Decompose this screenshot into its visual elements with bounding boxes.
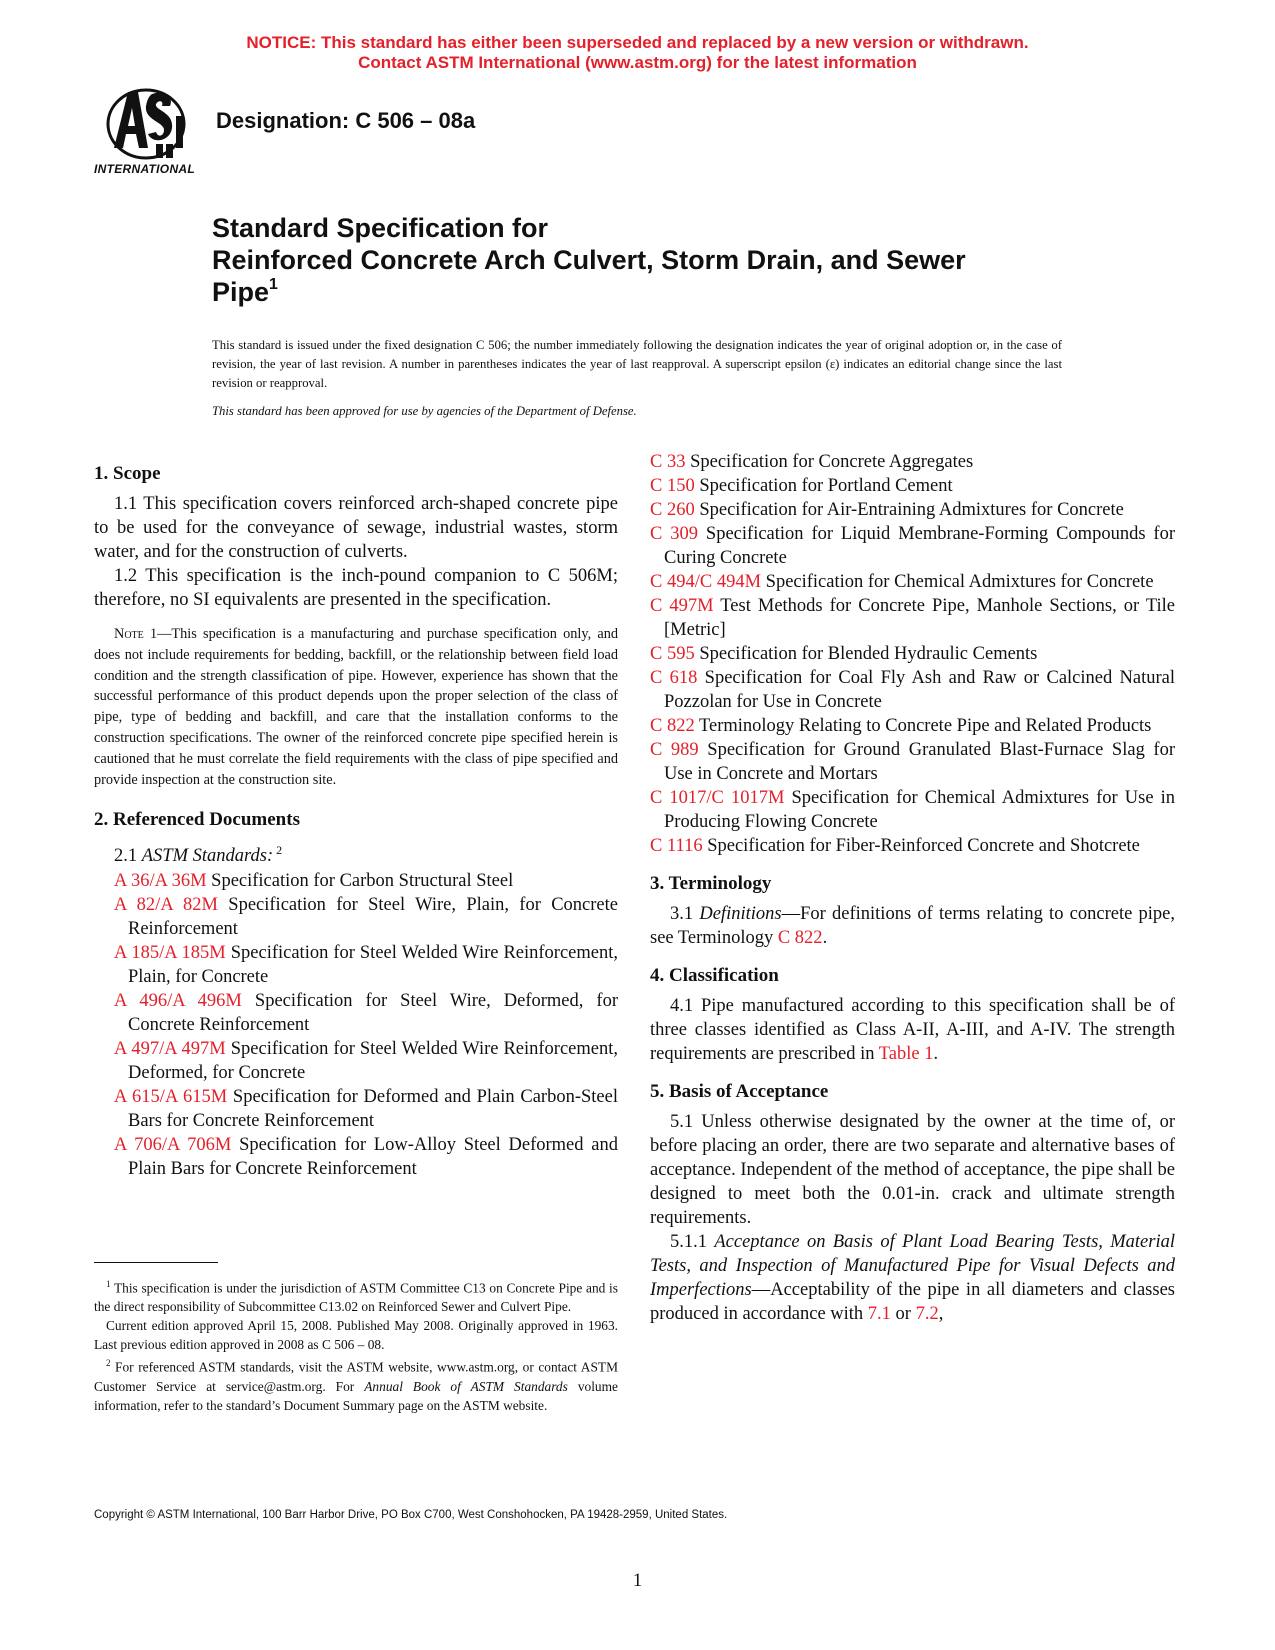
acceptance-sub-num: 5.1.1 [670,1232,715,1252]
ref-link-code[interactable]: C 494/C 494M [650,572,762,592]
logo-wordmark: INTERNATIONAL [94,162,196,176]
ref-link-code[interactable]: C 497M [650,596,714,616]
astm-reference-item [650,474,1175,498]
footnote-2-italic: Annual Book of ASTM Standards [364,1378,568,1394]
astm-logo-icon [94,86,204,182]
ref-link-code[interactable]: C 595 [650,644,695,664]
ref-description: Specification for Chemical Admixtures for Concrete [761,572,1154,592]
ref-link-code[interactable]: A 497/A 497M [114,1038,226,1059]
dod-approval-note: This standard has been approved for use by agencies of the Department of Defense. [212,404,637,418]
terminology-heading: 3. Terminology [650,873,772,894]
title-line-3: Pipe [212,277,270,307]
ref-link-7-1[interactable]: 7.1 [867,1304,891,1324]
astm-reference-item [94,893,618,941]
ref-description: Specification for Ground Granulated Blast-Furnace Slag for Use in Concrete and Mortars [664,740,1175,784]
classification-heading: 4. Classification [650,965,779,986]
footnote-2-mark: 2 [106,1358,111,1369]
ref-description: Specification for Air-Entraining Admixtures for Concrete [694,500,1124,520]
astm-reference-item [94,941,618,989]
ref-link-code[interactable]: A 185/A 185M [114,942,226,963]
ref-link-table-1[interactable]: Table 1 [878,1044,934,1064]
terminology-text: —For definitions of terms relating to concrete pipe, see Terminology [650,904,1176,948]
left-column [94,462,618,1181]
ref-description: Specification for Fiber-Reinforced Concrete and Shotcrete [702,836,1140,856]
acceptance-end: , [938,1304,944,1324]
ref-link-code[interactable]: C 618 [650,668,698,688]
acceptance-para-5-1: 5.1 Unless otherwise designated by the owner at the time of, or before placing an order, there are two separate and alternative bases of acceptance. Independent of the method of acceptance, the pipe shall be designed to meet both the 0.01-in. crack and ultimate strength requirements. [650,1112,1175,1228]
ref-description: Specification for Steel Welded Wire Reinforcement, Plain, for Concrete [128,942,618,987]
issue-note: This standard is issued under the fixed designation C 506; the number immediately following the designation indicates the year of original adoption or, in the case of revision, the year of last revision. A number in parentheses indicates the year of last reapproval. A superscript epsilon (ε) indicates an editorial change since the last revision or reapproval. [212,338,1062,390]
designation: Designation: C 506 – 08a [216,108,476,133]
astm-standards-title: ASTM Standards: [141,846,274,867]
ref-link-code[interactable]: C 33 [650,452,686,472]
note-label: Note [114,626,144,642]
withdrawal-notice [0,33,1275,73]
ref-link-code[interactable]: A 36/A 36M [114,870,207,891]
notice-line-1: NOTICE: This standard has either been superseded and replaced by a new version or withdrawn. [246,33,1029,52]
copyright-line: Copyright © ASTM International, 100 Barr Harbor Drive, PO Box C700, West Conshohocken, PA 19428-2959, United States. [94,1509,728,1521]
ref-link-code[interactable]: C 989 [650,740,699,760]
scope-heading: 1. Scope [94,463,161,484]
right-column [650,452,1176,1326]
astm-reference-item [650,594,1175,642]
ref-link-code[interactable]: A 615/A 615M [114,1086,228,1107]
astm-reference-item [94,989,618,1037]
astm-reference-list-right [650,450,1175,858]
terminology-num: 3.1 [670,904,700,924]
astm-reference-item [650,666,1175,714]
ref-description: Specification for Blended Hydraulic Cements [694,644,1038,664]
astm-reference-item [650,450,1175,474]
footnote-1 [94,1275,618,1316]
terminology-para-3-1 [650,902,1175,950]
ref-description: Specification for Liquid Membrane-Forming Compounds for Curing Concrete [664,524,1176,568]
astm-reference-item [650,714,1175,738]
ref-description: Test Methods for Concrete Pipe, Manhole Sections, or Tile [Metric] [664,596,1175,640]
acceptance-heading: 5. Basis of Acceptance [650,1081,829,1102]
notice-line-2: Contact ASTM International (www.astm.org) for the latest information [358,53,917,72]
ref-description: Specification for Steel Wire, Plain, for Concrete Reinforcement [128,894,618,939]
ref-link-code[interactable]: C 309 [650,524,699,544]
terminology-term: Definitions [699,904,782,924]
astm-reference-item [650,642,1175,666]
ref-link-code[interactable]: C 150 [650,476,695,496]
ref-description: Specification for Steel Wire, Deformed, for Concrete Reinforcement [128,990,618,1035]
footnote-2-text: For referenced ASTM standards, visit the ASTM website, www.astm.org, or contact ASTM Customer Service at service@astm.org. For [94,1359,618,1394]
astm-standards-num: 2.1 [114,846,142,867]
ref-description: Specification for Coal Fly Ash and Raw or Calcined Natural Pozzolan for Use in Concrete [664,668,1176,712]
referenced-docs-heading: 2. Referenced Documents [94,809,300,831]
footnote-1-text: This specification is under the jurisdiction of ASTM Committee C13 on Concrete Pipe and is the direct responsibility of Subcommittee C13.02 on Reinforced Sewer and Culvert Pipe. [94,1280,618,1315]
ref-link-7-2[interactable]: 7.2 [915,1304,939,1324]
footnote-2 [94,1354,618,1414]
ref-link-code[interactable]: C 1017/C 1017M [650,788,785,808]
astm-reference-item [650,570,1175,594]
astm-standards-footnote-mark: 2 [273,843,283,858]
ref-link-code[interactable]: C 822 [650,716,695,736]
astm-reference-item [650,738,1175,786]
astm-reference-item [650,522,1175,570]
ref-description: Specification for Low-Alloy Steel Deformed and Plain Bars for Concrete Reinforcement [128,1134,618,1179]
footnotes [94,1275,618,1415]
title-line-1: Standard Specification for [212,213,549,243]
footnote-1-mark: 1 [106,1279,111,1289]
ref-link-code[interactable]: C 260 [650,500,695,520]
ref-link-code[interactable]: A 82/A 82M [114,894,218,915]
scope-note-1 [94,624,618,790]
scope-para-1-1: 1.1 This specification covers reinforced arch-shaped concrete pipe to be used for the conveyance of sewage, industrial wastes, storm water, and for the construction of culverts. [94,494,618,562]
classification-para-4-1 [650,994,1175,1066]
astm-reference-item [94,869,618,893]
ref-link-code[interactable]: A 496/A 496M [114,990,242,1011]
ref-description: Specification for Chemical Admixtures for Use in Producing Flowing Concrete [664,788,1175,832]
footnote-divider [94,1262,218,1263]
ref-link-code[interactable]: C 1116 [650,836,703,856]
acceptance-sub-text: —Acceptability of the pipe in all diameters and classes produced in accordance with [650,1280,1175,1324]
astm-reference-list-left [94,869,618,1181]
astm-reference-item [94,1085,618,1133]
astm-reference-item [650,498,1175,522]
astm-standards-subheading [94,838,618,868]
page-number: 1 [632,1570,643,1591]
acceptance-mid: or [890,1304,916,1324]
classification-end: . [933,1044,939,1064]
acceptance-para-5-1-1 [650,1230,1175,1326]
title-footnote-mark: 1 [269,276,278,293]
document-title [212,212,1072,308]
astm-reference-item [94,1133,618,1181]
scope-para-1-2: 1.2 This specification is the inch-pound companion to C 506M; therefore, no SI equivalents are presented in the specification. [94,566,618,610]
acceptance-sub-title: Acceptance on Basis of Plant Load Bearing Tests, Material Tests, and Inspection of Manufactured Pipe for Visual Defects and Imperfections [650,1232,1175,1300]
note-text: 1—This specification is a manufacturing and purchase specification only, and does not include requirements for bedding, backfill, or the relationship between field load condition and the strength classification of pipe. However, experience has shown that the successful performance of this product depends upon the proper selection of the class of pipe, type of bedding and backfill, and care that the installation conforms to the construction specifications. The owner of the reinforced concrete pipe specified herein is cautioned that he must correlate the field requirements with the class of pipe specified and provide inspection at the construction site. [94,626,618,788]
ref-link-code[interactable]: A 706/A 706M [114,1134,232,1155]
ref-description: Specification for Portland Cement [694,476,953,496]
ref-description: Specification for Carbon Structural Steel [206,870,514,891]
terminology-end: . [822,928,828,948]
ref-description: Specification for Steel Welded Wire Reinforcement, Deformed, for Concrete [128,1038,618,1083]
ref-description: Terminology Relating to Concrete Pipe and Related Products [694,716,1152,736]
ref-link-c822[interactable]: C 822 [777,928,823,948]
title-line-2: Reinforced Concrete Arch Culvert, Storm Drain, and Sewer [212,245,966,275]
astm-reference-item [650,834,1175,858]
footnote-1-edition: Current edition approved April 15, 2008. Published May 2008. Originally approved in 1963. Last previous edition approved in 2008 as C 506 – 08. [94,1318,618,1353]
astm-reference-item [650,786,1175,834]
ref-description: Specification for Concrete Aggregates [685,452,974,472]
footnote-2-end: volume information, refer to the standard’s Document Summary page on the ASTM website. [94,1378,618,1413]
astm-reference-item [94,1037,618,1085]
ref-description: Specification for Deformed and Plain Carbon-Steel Bars for Concrete Reinforcement [128,1086,618,1131]
classification-text: 4.1 Pipe manufactured according to this specification shall be of three classes identified as Class A-II, A-III, and A-IV. The strength requirements are prescribed in [650,996,1175,1064]
